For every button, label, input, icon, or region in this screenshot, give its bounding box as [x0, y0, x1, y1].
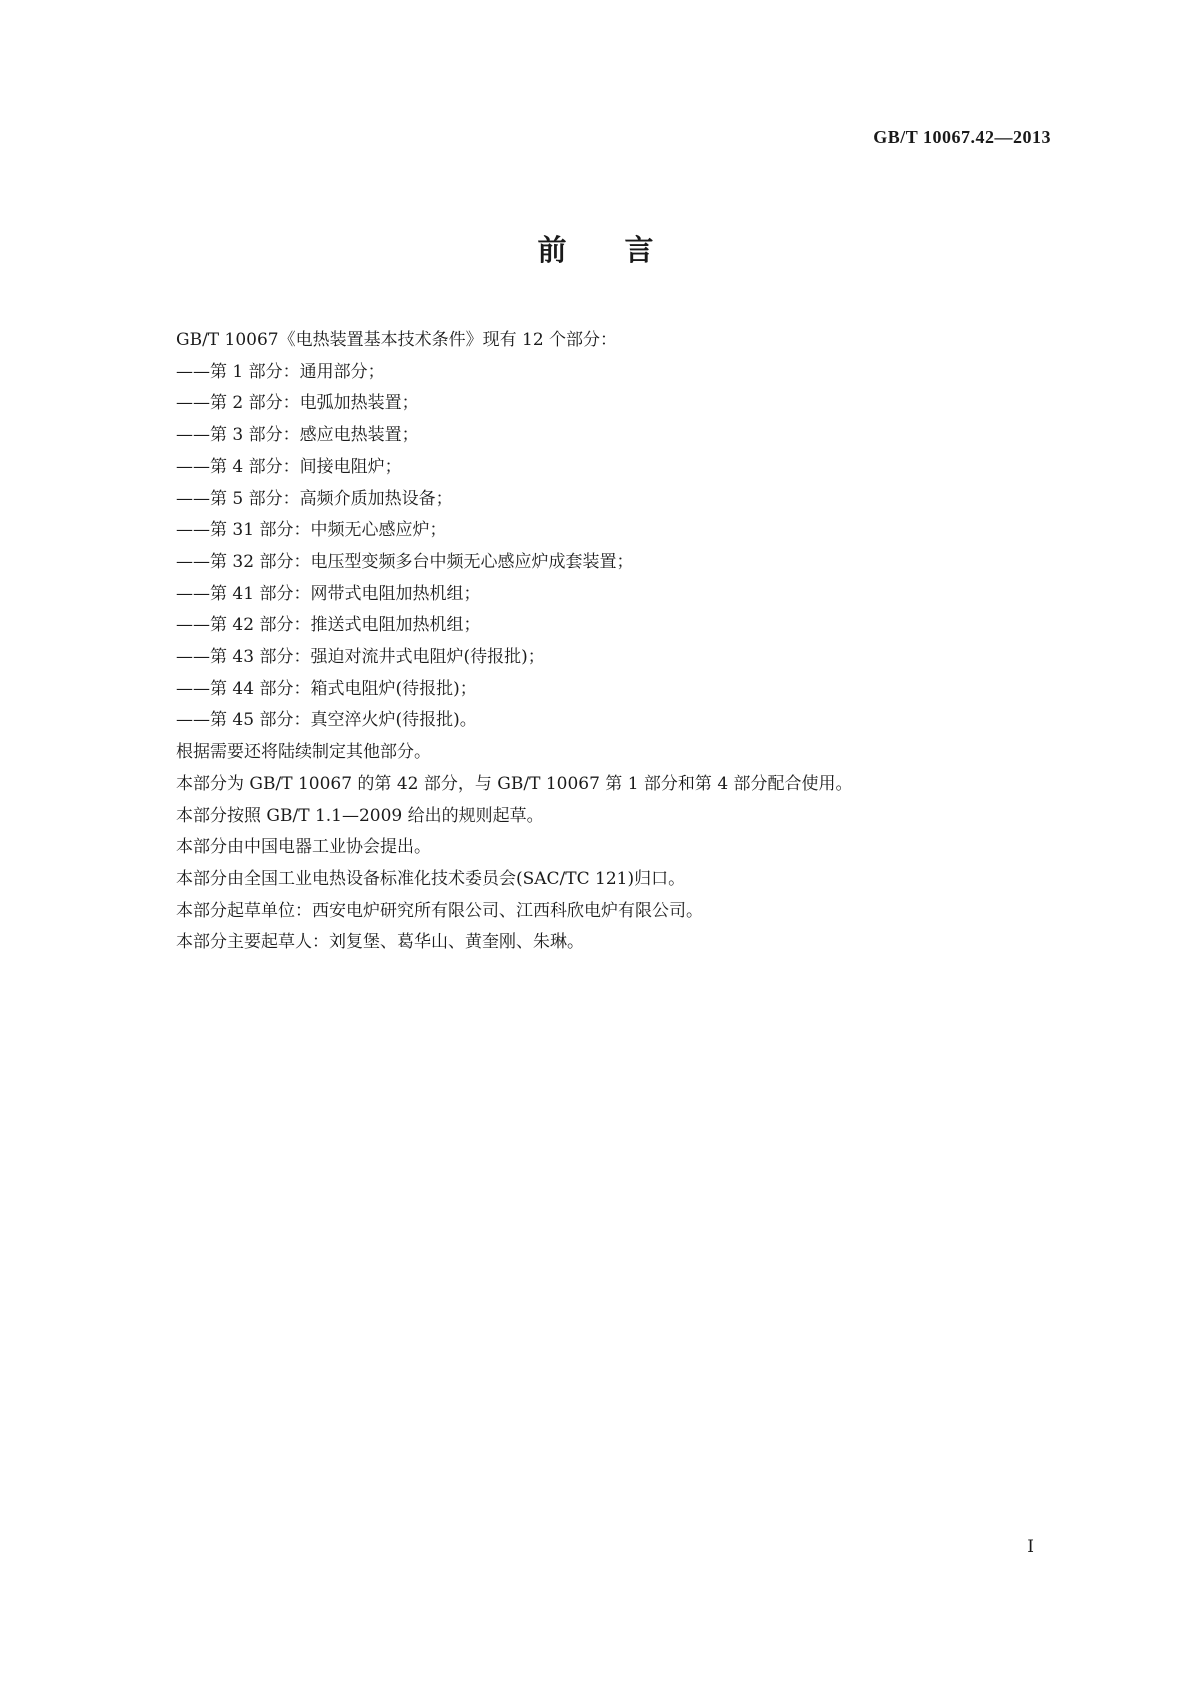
paragraph: 本部分主要起草人：刘复堡、葛华山、黄奎刚、朱琳。	[176, 932, 584, 953]
list-item: ——第 3 部分：感应电热装置；	[176, 425, 419, 446]
list-item: ——第 41 部分：网带式电阻加热机组；	[176, 583, 481, 604]
list-item: ——第 1 部分：通用部分；	[176, 361, 385, 382]
paragraph: 根据需要还将陆续制定其他部分。	[176, 742, 431, 763]
paragraph: 本部分为 GB/T 10067 的第 42 部分，与 GB/T 10067 第 1 部分和第 4 部分配合使用。	[176, 773, 853, 794]
list-item: ——第 4 部分：间接电阻炉；	[176, 456, 402, 477]
paragraph: 本部分按照 GB/T 1.1—2009 给出的规则起草。	[176, 805, 544, 826]
list-item: ——第 31 部分：中频无心感应炉；	[176, 520, 447, 541]
paragraph: 本部分起草单位：西安电炉研究所有限公司、江西科欣电炉有限公司。	[176, 900, 703, 921]
list-item: ——第 32 部分：电压型变频多台中频无心感应炉成套装置；	[176, 551, 634, 572]
paragraph: 本部分由中国电器工业协会提出。	[176, 837, 431, 858]
foreword-body	[176, 325, 1036, 959]
list-item: ——第 5 部分：高频介质加热设备；	[176, 488, 453, 509]
standard-code: GB/T 10067.42—2013	[873, 127, 1051, 147]
list-item: ——第 44 部分：箱式电阻炉(待报批)；	[176, 678, 477, 699]
page-title: 前言	[537, 233, 712, 267]
page-number: I	[1027, 1537, 1034, 1557]
list-item: ——第 2 部分：电弧加热装置；	[176, 393, 419, 414]
list-item: ——第 43 部分：强迫对流井式电阻炉(待报批)；	[176, 647, 545, 668]
paragraph-intro: GB/T 10067《电热装置基本技术条件》现有 12 个部分：	[176, 330, 618, 350]
list-item: ——第 45 部分：真空淬火炉(待报批)。	[176, 710, 477, 731]
paragraph: 本部分由全国工业电热设备标准化技术委员会(SAC/TC 121)归口。	[176, 868, 686, 889]
list-item: ——第 42 部分：推送式电阻加热机组；	[176, 615, 481, 636]
